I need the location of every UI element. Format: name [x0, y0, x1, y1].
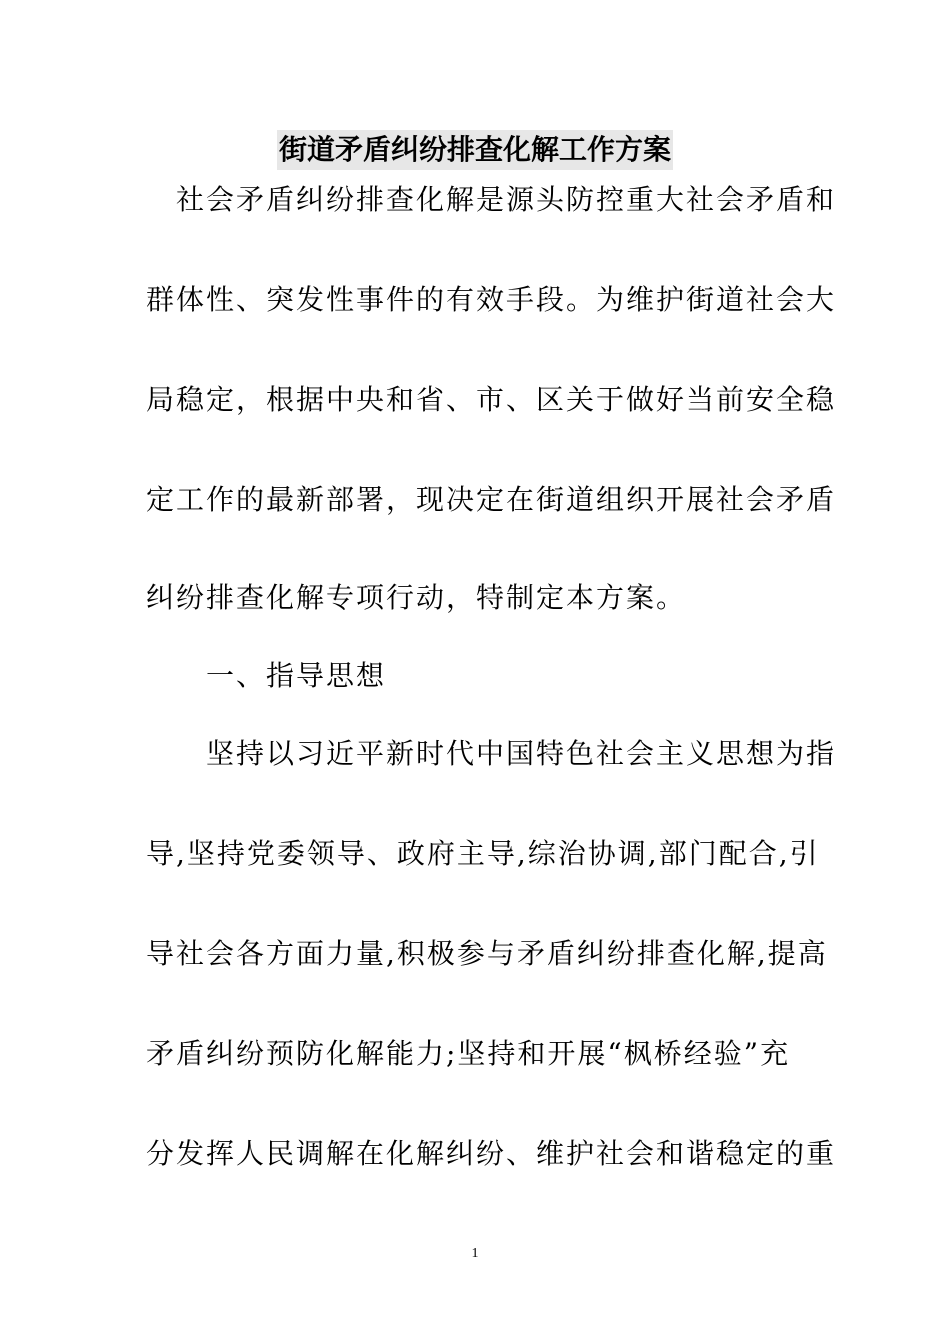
- paragraph-line: 矛盾纠纷预防化解能力;坚持和开展“枫桥经验”充: [146, 1037, 791, 1070]
- page-number: 1: [471, 1246, 479, 1261]
- title-wrapper: [0, 130, 950, 170]
- paragraph-line: 分发挥人民调解在化解纠纷、维护社会和谐稳定的重: [146, 1137, 837, 1170]
- paragraph-line: 坚持以习近平新时代中国特色社会主义思想为指: [176, 737, 837, 770]
- document-title: 街道矛盾纠纷排查化解工作方案: [277, 130, 673, 170]
- paragraph-line: 局稳定，根据中央和省、市、区关于做好当前安全稳: [146, 383, 837, 416]
- paragraph-line: 社会矛盾纠纷排查化解是源头防控重大社会矛盾和: [146, 183, 837, 216]
- paragraph-line: 导社会各方面力量,积极参与矛盾纠纷排查化解,提高: [146, 937, 828, 970]
- paragraph-line: 定工作的最新部署，现决定在街道组织开展社会矛盾: [146, 483, 837, 516]
- paragraph-line: 纠纷排查化解专项行动，特制定本方案。: [146, 581, 687, 614]
- paragraph-line: 导,坚持党委领导、政府主导,综治协调,部门配合,引: [146, 837, 820, 870]
- paragraph-line: 群体性、突发性事件的有效手段。为维护街道社会大: [146, 283, 837, 316]
- section-heading: 一、指导思想: [176, 659, 387, 692]
